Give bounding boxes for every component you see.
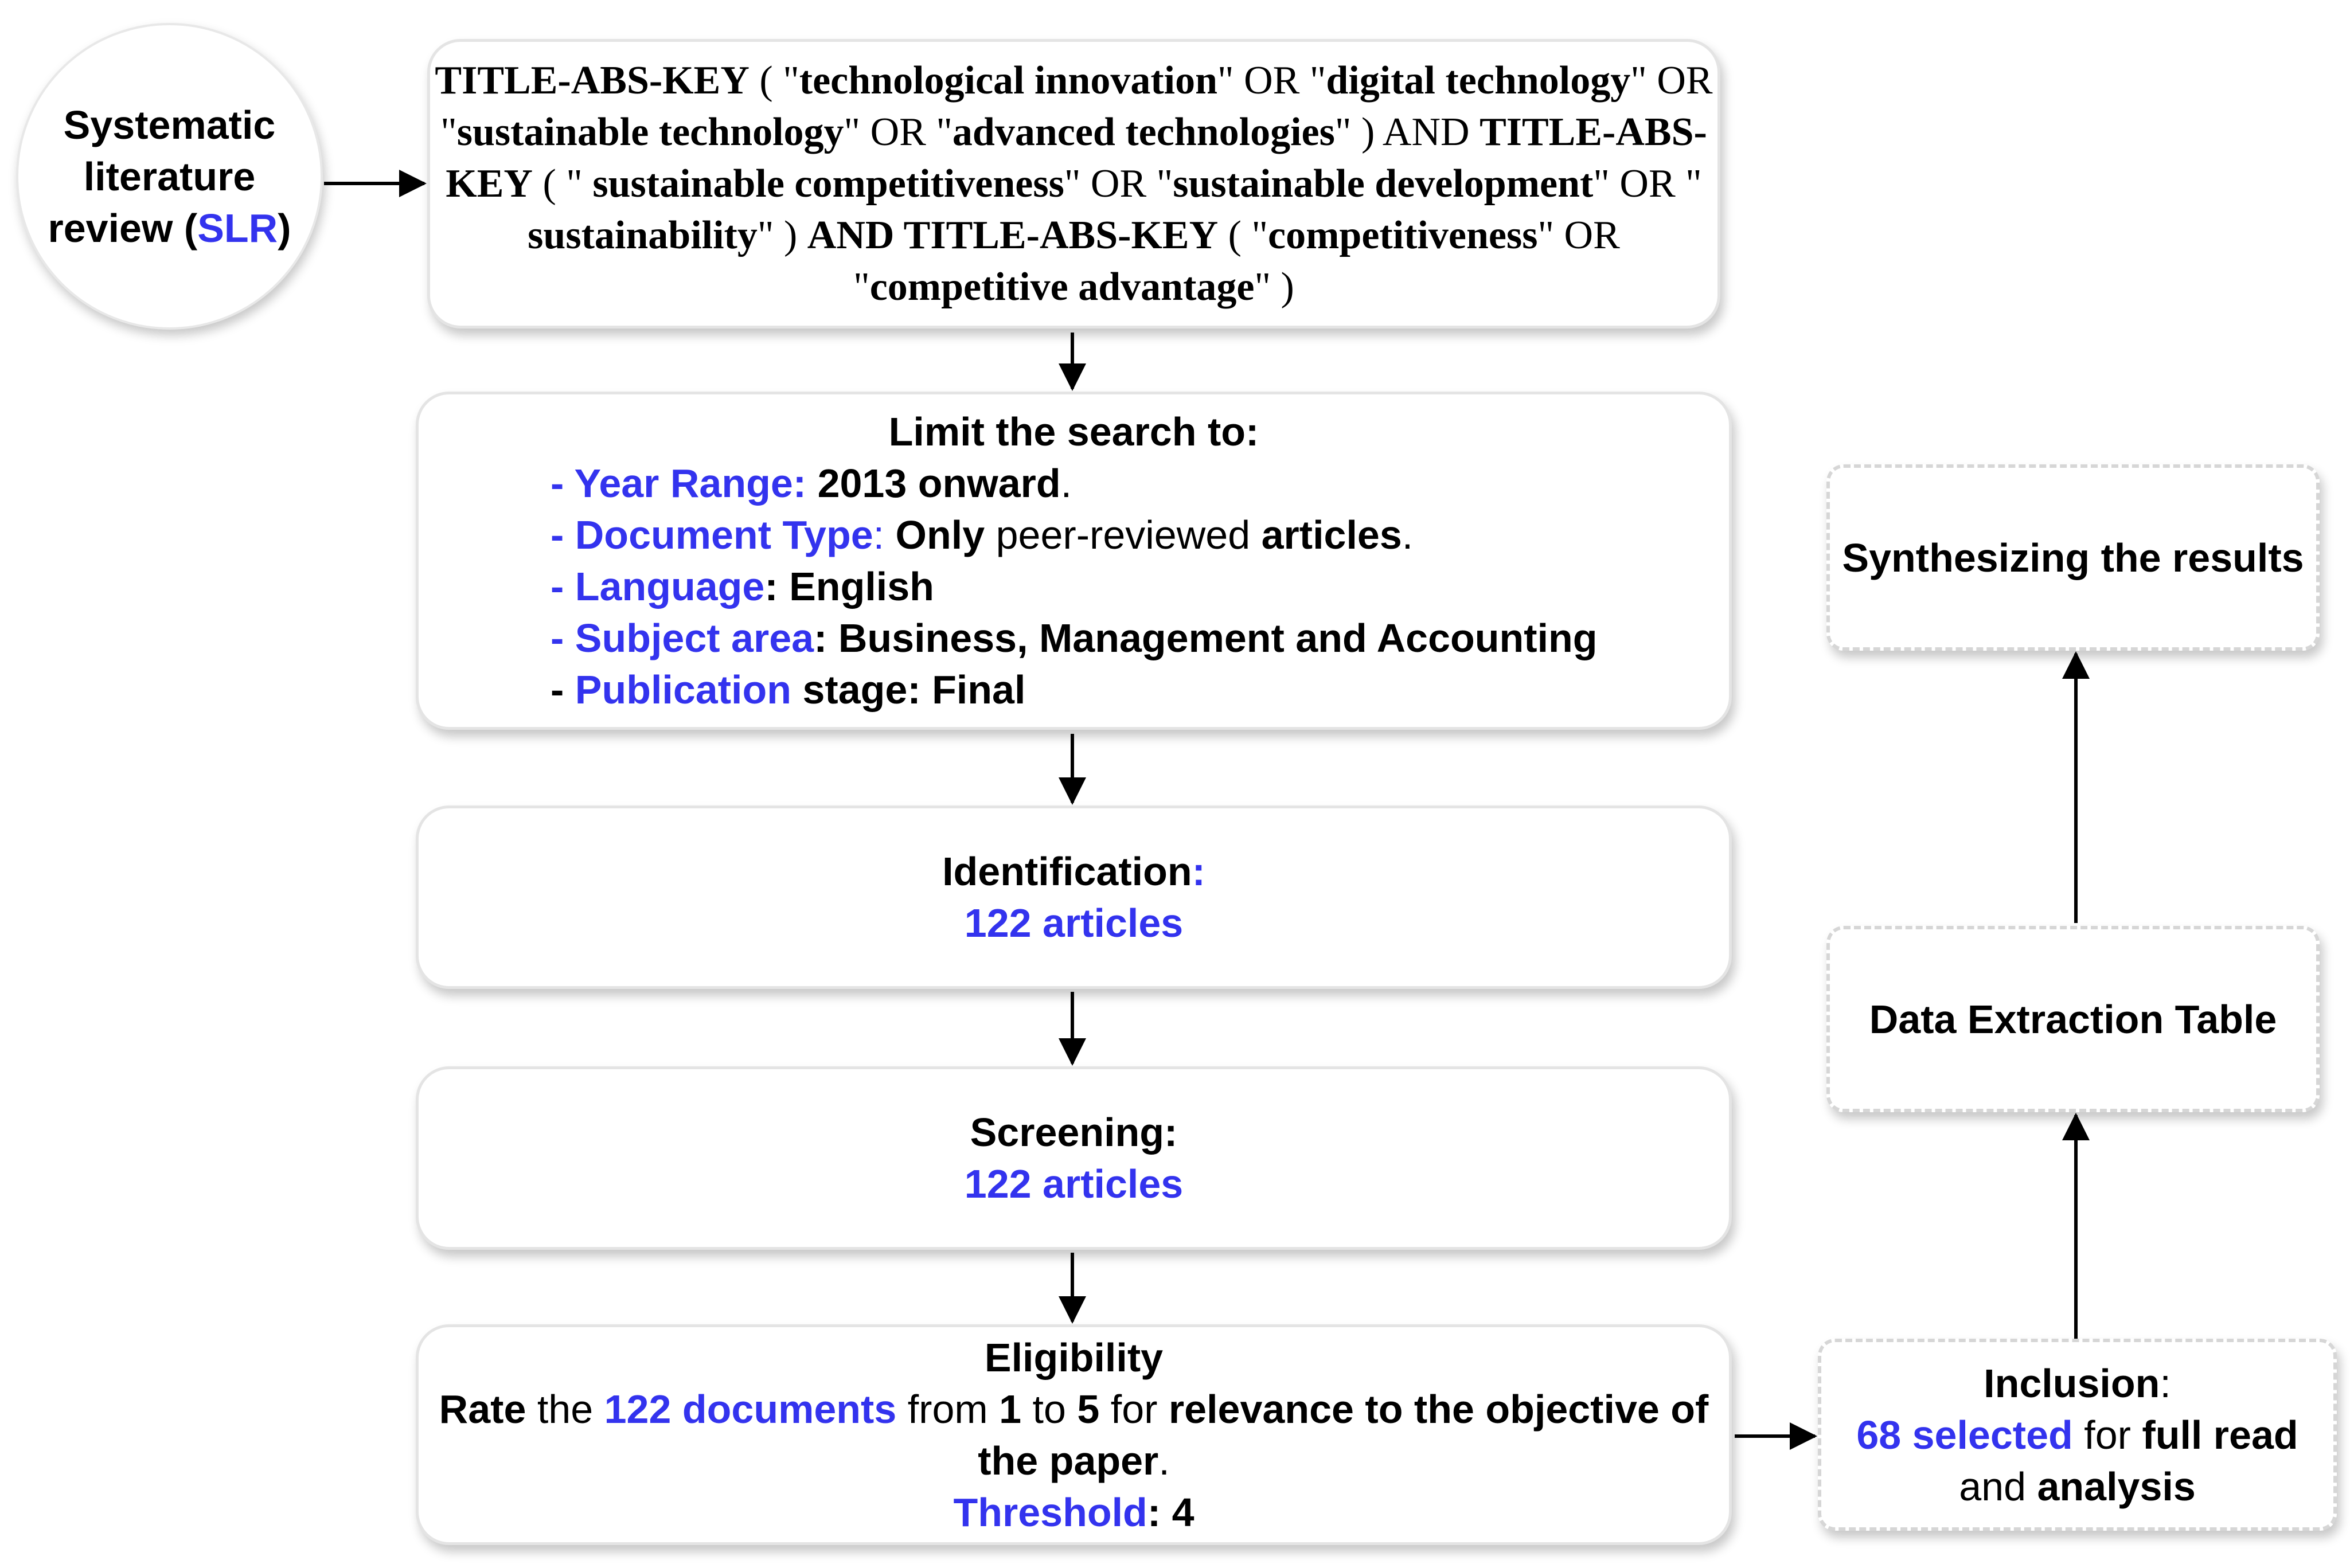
query-field: KEY [446, 161, 533, 206]
eligibility-documents: 122 documents [604, 1386, 897, 1432]
eligibility-word: from [896, 1386, 1000, 1432]
eligibility-title: Eligibility [984, 1335, 1164, 1380]
limit-value: stage: Final [791, 667, 1026, 712]
query-operator: " OR " [844, 110, 953, 154]
query-operator: " OR " [1217, 58, 1326, 103]
synthesis-label: Synthesizing the results [1842, 535, 2304, 580]
query-field: TITLE-ABS-KEY [435, 58, 749, 103]
query-term: competitive advantage [869, 264, 1255, 309]
limit-label: - Document Type [551, 513, 873, 557]
limit-value: articles [1261, 513, 1402, 557]
query-operator: " OR [1630, 58, 1713, 103]
limit-value: peer-reviewed [985, 513, 1262, 557]
query-term: sustainable competitiveness [592, 161, 1064, 206]
query-operator: " OR " [1593, 161, 1702, 206]
query-field: TITLE-ABS- [1480, 110, 1707, 154]
limits-title: Limit the search to: [888, 409, 1259, 454]
identification-label: Identification [942, 849, 1192, 894]
eligibility-relevance: relevance to the objective of [1168, 1386, 1709, 1432]
inclusion-word: for [2072, 1412, 2142, 1457]
query-punct: ( " [532, 161, 593, 206]
slr-abbreviation: SLR [197, 205, 278, 251]
threshold-value: : 4 [1147, 1489, 1194, 1535]
query-term: advanced technologies [952, 110, 1335, 154]
screening-title: Screening: [970, 1110, 1178, 1155]
eligibility-punct: . [1158, 1438, 1170, 1483]
query-term: sustainable development [1173, 161, 1594, 206]
query-punct: " [853, 264, 870, 309]
inclusion-analysis: analysis [2037, 1464, 2196, 1509]
query-term: technological innovation [799, 58, 1218, 103]
limit-punct: : [873, 513, 885, 557]
data-extraction-label: Data Extraction Table [1869, 996, 2277, 1042]
slr-line-2: literature [83, 154, 256, 199]
limit-punct: . [1402, 513, 1414, 557]
query-field: AND TITLE-ABS-KEY [807, 213, 1219, 257]
inclusion-word: and [1959, 1464, 2037, 1509]
eligibility-word: for [1099, 1386, 1169, 1432]
eligibility-word: Rate [439, 1386, 526, 1432]
query-operator: " OR " [1064, 161, 1173, 206]
query-punct: " ) [1254, 264, 1294, 309]
eligibility-word: the [526, 1386, 604, 1432]
limit-label: - Language [551, 564, 765, 609]
slr-line-1: Systematic [63, 102, 276, 147]
limit-value: 2013 onward [806, 461, 1061, 506]
query-punct: " [440, 110, 457, 154]
query-punct: " ) [757, 213, 807, 257]
eligibility-word: to [1021, 1386, 1078, 1432]
query-operator: " OR [1537, 213, 1620, 257]
query-term: sustainability [528, 213, 758, 257]
inclusion-full-read: full read [2142, 1412, 2298, 1457]
query-operator: " ) AND [1334, 110, 1480, 154]
inclusion-selected: 68 selected [1856, 1412, 2073, 1457]
query-term: sustainable technology [456, 110, 844, 154]
slr-line-3-text: review ( [48, 205, 198, 251]
screening-count: 122 articles [964, 1162, 1184, 1206]
limit-punct: - [551, 667, 575, 712]
identification-count: 122 articles [964, 901, 1184, 945]
limit-label: Publication [575, 667, 792, 712]
limit-label: - Year Range: [551, 461, 807, 506]
inclusion-colon: : [2160, 1360, 2171, 1406]
limit-value: Only [884, 513, 985, 557]
eligibility-scale-max: 5 [1077, 1386, 1100, 1432]
query-punct: ( " [749, 58, 799, 103]
limit-punct: . [1060, 461, 1072, 506]
query-punct: ( " [1218, 213, 1268, 257]
limit-label: - Subject area [551, 616, 814, 660]
query-term: competitiveness [1268, 213, 1538, 257]
identification-colon: : [1192, 849, 1205, 894]
limit-value: : English [764, 564, 934, 609]
slr-line-3-close: ) [278, 205, 291, 251]
inclusion-label: Inclusion [1984, 1360, 2160, 1406]
threshold-label: Threshold [953, 1489, 1147, 1535]
limit-value: : Business, Management and Accounting [814, 616, 1598, 660]
query-term: digital technology [1326, 58, 1631, 103]
eligibility-paper: the paper [978, 1438, 1159, 1483]
eligibility-scale-min: 1 [999, 1386, 1022, 1432]
